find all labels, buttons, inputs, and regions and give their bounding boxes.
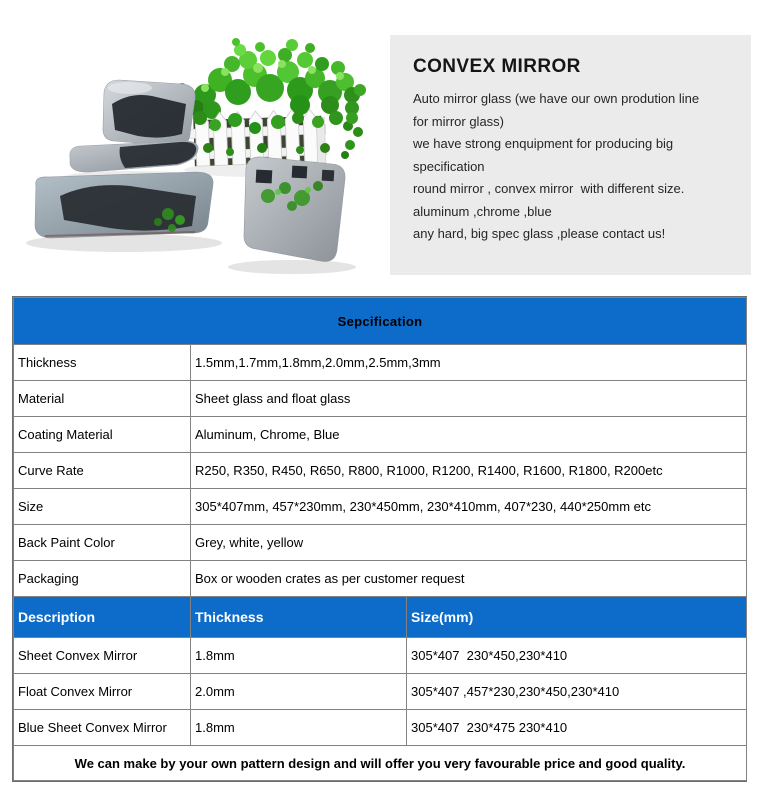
hero-section bbox=[0, 0, 779, 292]
spec-value: Sheet glass and float glass bbox=[191, 381, 747, 417]
detail-thickness: 1.8mm bbox=[191, 710, 407, 746]
detail-description: Blue Sheet Convex Mirror bbox=[14, 710, 191, 746]
spec-value: 1.5mm,1.7mm,1.8mm,2.0mm,2.5mm,3mm bbox=[191, 345, 747, 381]
detail-size: 305*407 230*450,230*410 bbox=[407, 638, 747, 674]
detail-header-description: Description bbox=[14, 597, 191, 638]
spec-value: Box or wooden crates as per customer request bbox=[191, 561, 747, 597]
green-plants-back bbox=[167, 38, 366, 119]
detail-size: 305*407 ,457*230,230*450,230*410 bbox=[407, 674, 747, 710]
table-row bbox=[14, 417, 747, 453]
spec-table-title: Sepcification bbox=[14, 298, 747, 345]
mirror-glass-right bbox=[244, 157, 345, 262]
spec-value: Aluminum, Chrome, Blue bbox=[191, 417, 747, 453]
spec-label: Size bbox=[14, 489, 191, 525]
table-row bbox=[14, 638, 747, 674]
mirror-glass-top bbox=[103, 80, 195, 146]
description-line: specification bbox=[413, 158, 485, 174]
product-title: CONVEX MIRROR bbox=[413, 56, 581, 77]
description-panel bbox=[390, 35, 751, 275]
detail-header-size: Size(mm) bbox=[407, 597, 747, 638]
detail-size: 305*407 230*475 230*410 bbox=[407, 710, 747, 746]
table-row bbox=[14, 525, 747, 561]
table-row bbox=[14, 710, 747, 746]
description-line: for mirror glass) bbox=[413, 113, 505, 129]
mirror-glass-large bbox=[35, 172, 213, 238]
description-line: we have strong enquipment for producing big bbox=[413, 136, 674, 151]
spec-label: Back Paint Color bbox=[14, 525, 191, 561]
spec-value: Grey, white, yellow bbox=[191, 525, 747, 561]
description-line: round mirror , convex mirror with different size. bbox=[413, 181, 685, 196]
table-row bbox=[14, 674, 747, 710]
detail-thickness: 2.0mm bbox=[191, 674, 407, 710]
table-row bbox=[14, 381, 747, 417]
specification-section bbox=[12, 296, 747, 782]
spec-label: Material bbox=[14, 381, 191, 417]
detail-thickness: 1.8mm bbox=[191, 638, 407, 674]
detail-description: Sheet Convex Mirror bbox=[14, 638, 191, 674]
detail-header-row bbox=[14, 597, 747, 638]
description-line: Auto mirror glass (we have our own prodution line bbox=[413, 91, 700, 106]
table-row bbox=[14, 453, 747, 489]
description-line: any hard, big spec glass ,please contact us! bbox=[413, 226, 666, 241]
table-row bbox=[14, 345, 747, 381]
spec-value: 305*407mm, 457*230mm, 230*450mm, 230*410mm, 407*230, 440*250mm etc bbox=[191, 489, 747, 525]
table-row bbox=[14, 489, 747, 525]
spec-value: R250, R350, R450, R650, R800, R1000, R1200, R1400, R1600, R1800, R200etc bbox=[191, 453, 747, 489]
spec-label: Packaging bbox=[14, 561, 191, 597]
spec-label: Curve Rate bbox=[14, 453, 191, 489]
mirror-glass-middle bbox=[70, 141, 198, 172]
detail-header-thickness: Thickness bbox=[191, 597, 407, 638]
description-line: aluminum ,chrome ,blue bbox=[413, 203, 552, 219]
spec-label: Coating Material bbox=[14, 417, 191, 453]
footer-note-row bbox=[14, 746, 747, 781]
footer-note: We can make by your own pattern design and will offer you very favourable price and good quality. bbox=[14, 746, 747, 781]
spec-label: Thickness bbox=[14, 345, 191, 381]
product-photo bbox=[0, 0, 390, 292]
table-row bbox=[14, 561, 747, 597]
detail-description: Float Convex Mirror bbox=[14, 674, 191, 710]
spec-title-row bbox=[14, 298, 747, 345]
specification-table bbox=[13, 297, 747, 781]
